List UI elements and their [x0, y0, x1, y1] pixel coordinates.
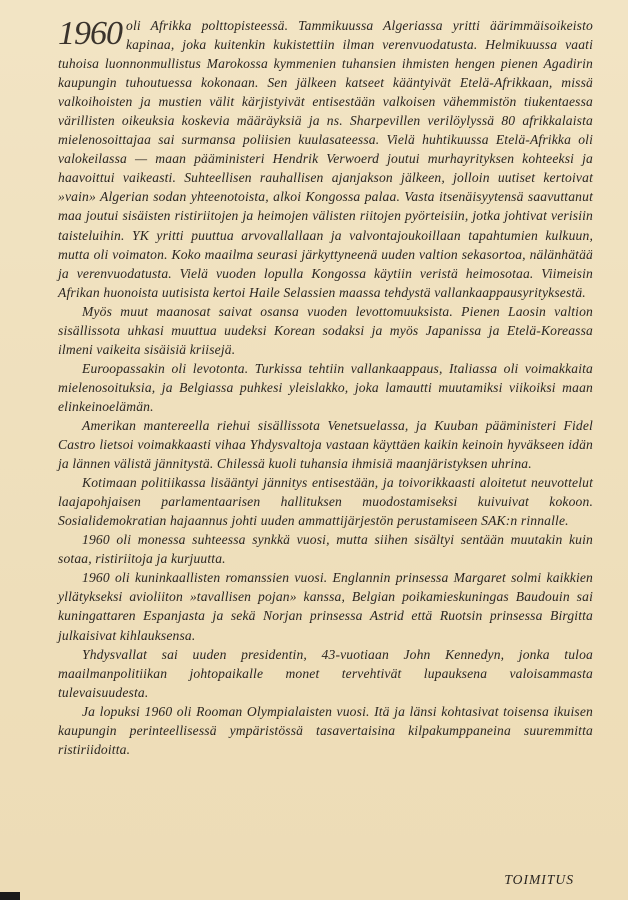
- paragraph-7: 1960 oli kuninkaallisten romanssien vuosi. Englannin prinsessa Margaret solmi kaikkien yllätykseksi avioliiton »tavallisen pojan» kanssa, Belgian poikamieskuningas Baudouin sai kuningattaren Espanjasta ja sekä Norjan prinsessa Astrid että Ruotsin prinsessa Birgitta julkaisivat kihlauksensa.: [58, 570, 593, 643]
- paragraph-1: [58, 16, 593, 302]
- paragraph-9: Ja lopuksi 1960 oli Rooman Olympialaisten vuosi. Itä ja länsi kohtasivat toisensa ikuisen kaupungin perinteellisessä ympäristössä tasavertaisina kilpakumppaneina suuremmitta ristiriidoitta.: [58, 703, 593, 757]
- paragraph-3: Euroopassakin oli levotonta. Turkissa tehtiin vallankaappaus, Italiassa oli voimakkaita mielenosoituksia, ja Belgiassa puhkesi yleislakko, joka lamautti muutamiksi viikoiksi maan elinkeinoelämän.: [58, 360, 593, 414]
- dropcap-year: 1960: [58, 15, 122, 52]
- paragraph-2: Myös muut maanosat saivat osansa vuoden levottomuuksista. Pienen Laosin valtion sisällissota uhkasi muuttua uudeksi Korean sodaksi ja myös Japanissa ja Etelä-Koreassa ilmeni vaikeita sisäisiä kriisejä.: [58, 303, 593, 357]
- paragraph-1-text: oli Afrikka polttopisteessä. Tammikuussa Algeriassa yritti äärimmäisoikeisto kapinaa, joka kuitenkin kukistettiin ilman verenvuodatusta. Helmikuussa vaati tuhoisa luonnonmullistus Marokossa kymmenien tuhansien ihmisten hengen pienen Agadirin kaupungin tuhoutuessa kokonaan. Sen jälkeen katseet kääntyivät Etelä-Afrikkaan, missä valkoihoisten ja mustien välit kärjistyivät entisestään valkoisen vähemmistön tiukentaessa värillisten oikeuksia koskevia määräyksiä ja ns. Sharpevillen verilöylyssä 80 afrikkalaista mielenosoittajaa sai surmansa poliisien kuulasateessa. Vielä huhtikuussa Etelä-Afrikka oli valokeilassa — maan pääministeri Hendrik Verwoerd joutui murhayrityksen kohteeksi ja haavoittui vaikeasti. Suhteellisen rauhallisen ajanjakson jälkeen, jolloin uutiset kertoivat »vain» Algerian sodan yhteenotoista, alkoi Kongossa palaa. Vasta itsenäisyytensä saavuttanut maa joutui sisäisten ristiriitojen ja heimojen välisten riitojen pyörteisiin, jotka johtivat verisiin taisteluihin. YK yritti puuttua arvovallallaan ja valvontajoukoillaan tapahtumien kulkuun, mutta oli voimaton. Koko maailma seurasi järkyttyneenä uuden valtion sekasortoa, nälänhätää ja verenvuodatusta. Vielä vuoden lopulla Kongossa käytiin veristä heimosotaa. Viimeisin Afrikan huonoista uutisista kertoi Haile Selassien maassa tehdystä vallankaappausyrityksestä.: [58, 18, 593, 300]
- paragraph-6: 1960 oli monessa suhteessa synkkä vuosi, mutta siihen sisältyi sentään muutakin kuin sotaa, ristiriitoja ja kurjuutta.: [58, 532, 593, 567]
- paragraph-8: Yhdysvallat sai uuden presidentin, 43-vuotiaan John Kennedyn, jonka tuloa maailmanpolitiikan johtopaikalle monet tervehtivät lupauksena valoisammasta tulevaisuudesta.: [58, 646, 593, 700]
- signature: TOIMITUS: [504, 872, 574, 887]
- page-corner-mark: [0, 892, 20, 900]
- paragraph-5: Kotimaan politiikassa lisääntyi jännitys entisestään, ja toivorikkaasti aloitetut neuvottelut laajapohjaisen parlamentaarisen hallituksen muodostamiseksi kuivuivat kokoon. Sosialidemokratian hajaannus johti uuden ammattijärjestön perustamiseen SAK:n rinnalle.: [58, 475, 593, 529]
- paragraph-4: Amerikan mantereella riehui sisällissota Venetsuelassa, ja Kuuban pääministeri Fidel Castro lietsoi voimakkaasti vihaa Yhdysvaltoja vastaan käyttäen kaikin keinoin hyväkseen idän ja lännen välistä jännitystä. Chilessä kuoli tuhansia ihmisiä maanjäristyksen uhrina.: [58, 417, 593, 472]
- article-body: [58, 16, 593, 759]
